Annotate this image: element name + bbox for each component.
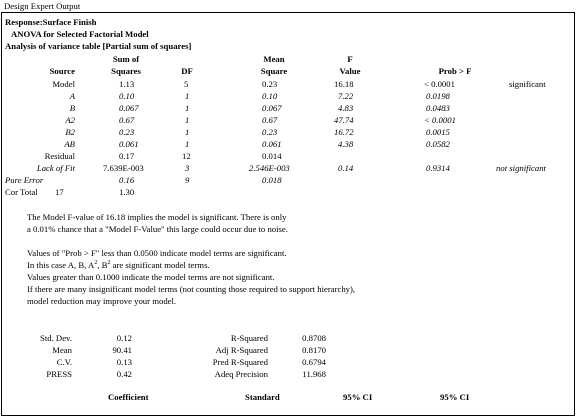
row-ss: 7.639E-003: [103, 163, 144, 173]
fit-value-adeq-precision: 11.968: [302, 369, 326, 379]
header-value: Value: [339, 66, 361, 76]
row-p: 0.9314: [426, 163, 450, 173]
row-source: Model: [52, 79, 75, 89]
row-f: 47.74: [334, 115, 354, 125]
row-df: 9: [185, 175, 190, 185]
model-title: ANOVA for Selected Factorial Model: [11, 29, 149, 39]
header-square: Square: [260, 66, 288, 76]
superscript-2: 2: [94, 260, 98, 266]
row-ms: 0.018: [262, 175, 282, 185]
row-df: 17: [55, 187, 64, 197]
interp-p2-line2: [27, 261, 210, 270]
header-sum-of: Sum of: [112, 54, 140, 64]
row-ss: 1.13: [119, 79, 135, 89]
row-p: < 0.0001: [424, 79, 455, 89]
row-p: 0.0483: [426, 103, 450, 113]
row-f: 16.18: [334, 79, 354, 89]
row-f: 4.83: [338, 103, 354, 113]
row-note: not significant: [496, 163, 546, 173]
coef-header-ci-low: 95% CI: [343, 392, 373, 402]
fit-label-cv: C.V.: [56, 357, 72, 367]
row-ss: 0.67: [119, 115, 135, 125]
row-ss: 0.23: [119, 127, 135, 137]
row-df: 12: [182, 151, 191, 161]
interp-p1-line1: The Model F-value of 16.18 implies the model is significant. There is only: [27, 212, 287, 222]
row-ss: 0.16: [119, 175, 135, 185]
header-df: DF: [181, 66, 193, 76]
row-f: 16.72: [334, 127, 354, 137]
fit-label-r-squared: R-Squared: [230, 333, 268, 343]
header-mean: Mean: [263, 54, 285, 64]
row-ms: 0.67: [262, 115, 278, 125]
fit-label-press: PRESS: [46, 369, 72, 379]
terms-text-c: are significant model terms.: [110, 260, 210, 270]
interp-p2-line3: Values greater than 0.1000 indicate the model terms are not significant.: [27, 272, 275, 282]
fit-value-press: 0.42: [116, 369, 132, 379]
header-prob: Prob > F: [438, 66, 472, 76]
interp-p1-line2: a 0.01% chance that a "Model F-Value" this large could occur due to noise.: [27, 224, 288, 234]
row-df: 3: [185, 163, 190, 173]
row-note: significant: [509, 79, 546, 89]
coef-header-standard: Standard: [245, 392, 280, 402]
row-ms: 0.10: [262, 91, 278, 101]
row-p: 0.0582: [426, 139, 450, 149]
row-ss: 0.061: [119, 139, 139, 149]
row-source: Pure Error: [5, 175, 44, 185]
table-title: Analysis of variance table [Partial sum of squares]: [5, 41, 192, 51]
fit-value-cv: 0.13: [116, 357, 132, 367]
row-df: 1: [185, 91, 190, 101]
row-ss: 0.17: [119, 151, 135, 161]
row-df: 1: [185, 103, 190, 113]
row-source: AB: [64, 139, 75, 149]
row-df: 1: [185, 115, 190, 125]
fit-value-adj-r-squared: 0.8170: [302, 345, 326, 355]
terms-text-b: , B: [97, 260, 108, 270]
header-squares: Squares: [111, 66, 141, 76]
row-f: 4.38: [338, 139, 354, 149]
row-ss: 1.30: [119, 187, 135, 197]
header-f: F: [347, 54, 353, 64]
row-ms: 0.23: [262, 127, 278, 137]
row-f: 7.22: [338, 91, 354, 101]
row-df: 5: [184, 79, 189, 89]
interp-p2-line1: Values of "Prob > F" less than 0.0500 indicate model terms are significant.: [27, 248, 287, 258]
fit-label-adeq-precision: Adeq Precision: [214, 369, 268, 379]
row-df: 1: [185, 127, 190, 137]
coef-header-ci-high: 95% CI: [440, 392, 470, 402]
row-p: < 0.0001: [424, 115, 456, 125]
terms-text-a: In this case A, B, A: [27, 260, 95, 270]
row-source: B2: [65, 127, 75, 137]
row-source: Lack of Fit: [36, 163, 75, 173]
window-title: Design Expert Output: [4, 1, 81, 11]
row-p: 0.0015: [426, 127, 450, 137]
row-source: B: [69, 103, 75, 113]
row-ss: 0.067: [119, 103, 139, 113]
interp-p2-line4: If there are many insignificant model terms (not counting those required to support hierarchy),: [27, 284, 356, 294]
fit-label-std-dev: Std. Dev.: [39, 333, 72, 343]
row-ms: 2.546E-003: [249, 163, 290, 173]
row-ss: 0.10: [119, 91, 135, 101]
row-f: 0.14: [338, 163, 354, 173]
coef-header-coefficient: Coefficient: [108, 392, 149, 402]
row-df: 1: [185, 139, 190, 149]
fit-label-mean: Mean: [52, 345, 72, 355]
row-source: Cor Total: [5, 187, 38, 197]
fit-value-pred-r-squared: 0.6794: [302, 357, 326, 367]
superscript-2: 2: [107, 260, 111, 266]
row-p: 0.0198: [426, 91, 450, 101]
response-title: Response:Surface Finish: [5, 17, 97, 27]
fit-value-mean: 90.41: [112, 345, 132, 355]
row-source: Residual: [44, 151, 75, 161]
fit-label-adj-r-squared: Adj R-Squared: [215, 345, 268, 355]
row-ms: 0.23: [262, 79, 278, 89]
row-source: A: [69, 91, 75, 101]
row-ms: 0.061: [262, 139, 282, 149]
row-ms: 0.067: [262, 103, 282, 113]
row-ms: 0.014: [262, 151, 282, 161]
header-source: Source: [49, 66, 75, 76]
interp-p2-line5: model reduction may improve your model.: [27, 296, 177, 306]
fit-value-r-squared: 0.8708: [302, 333, 326, 343]
row-source: A2: [65, 115, 75, 125]
fit-value-std-dev: 0.12: [116, 333, 132, 343]
fit-label-pred-r-squared: Pred R-Squared: [212, 357, 268, 367]
